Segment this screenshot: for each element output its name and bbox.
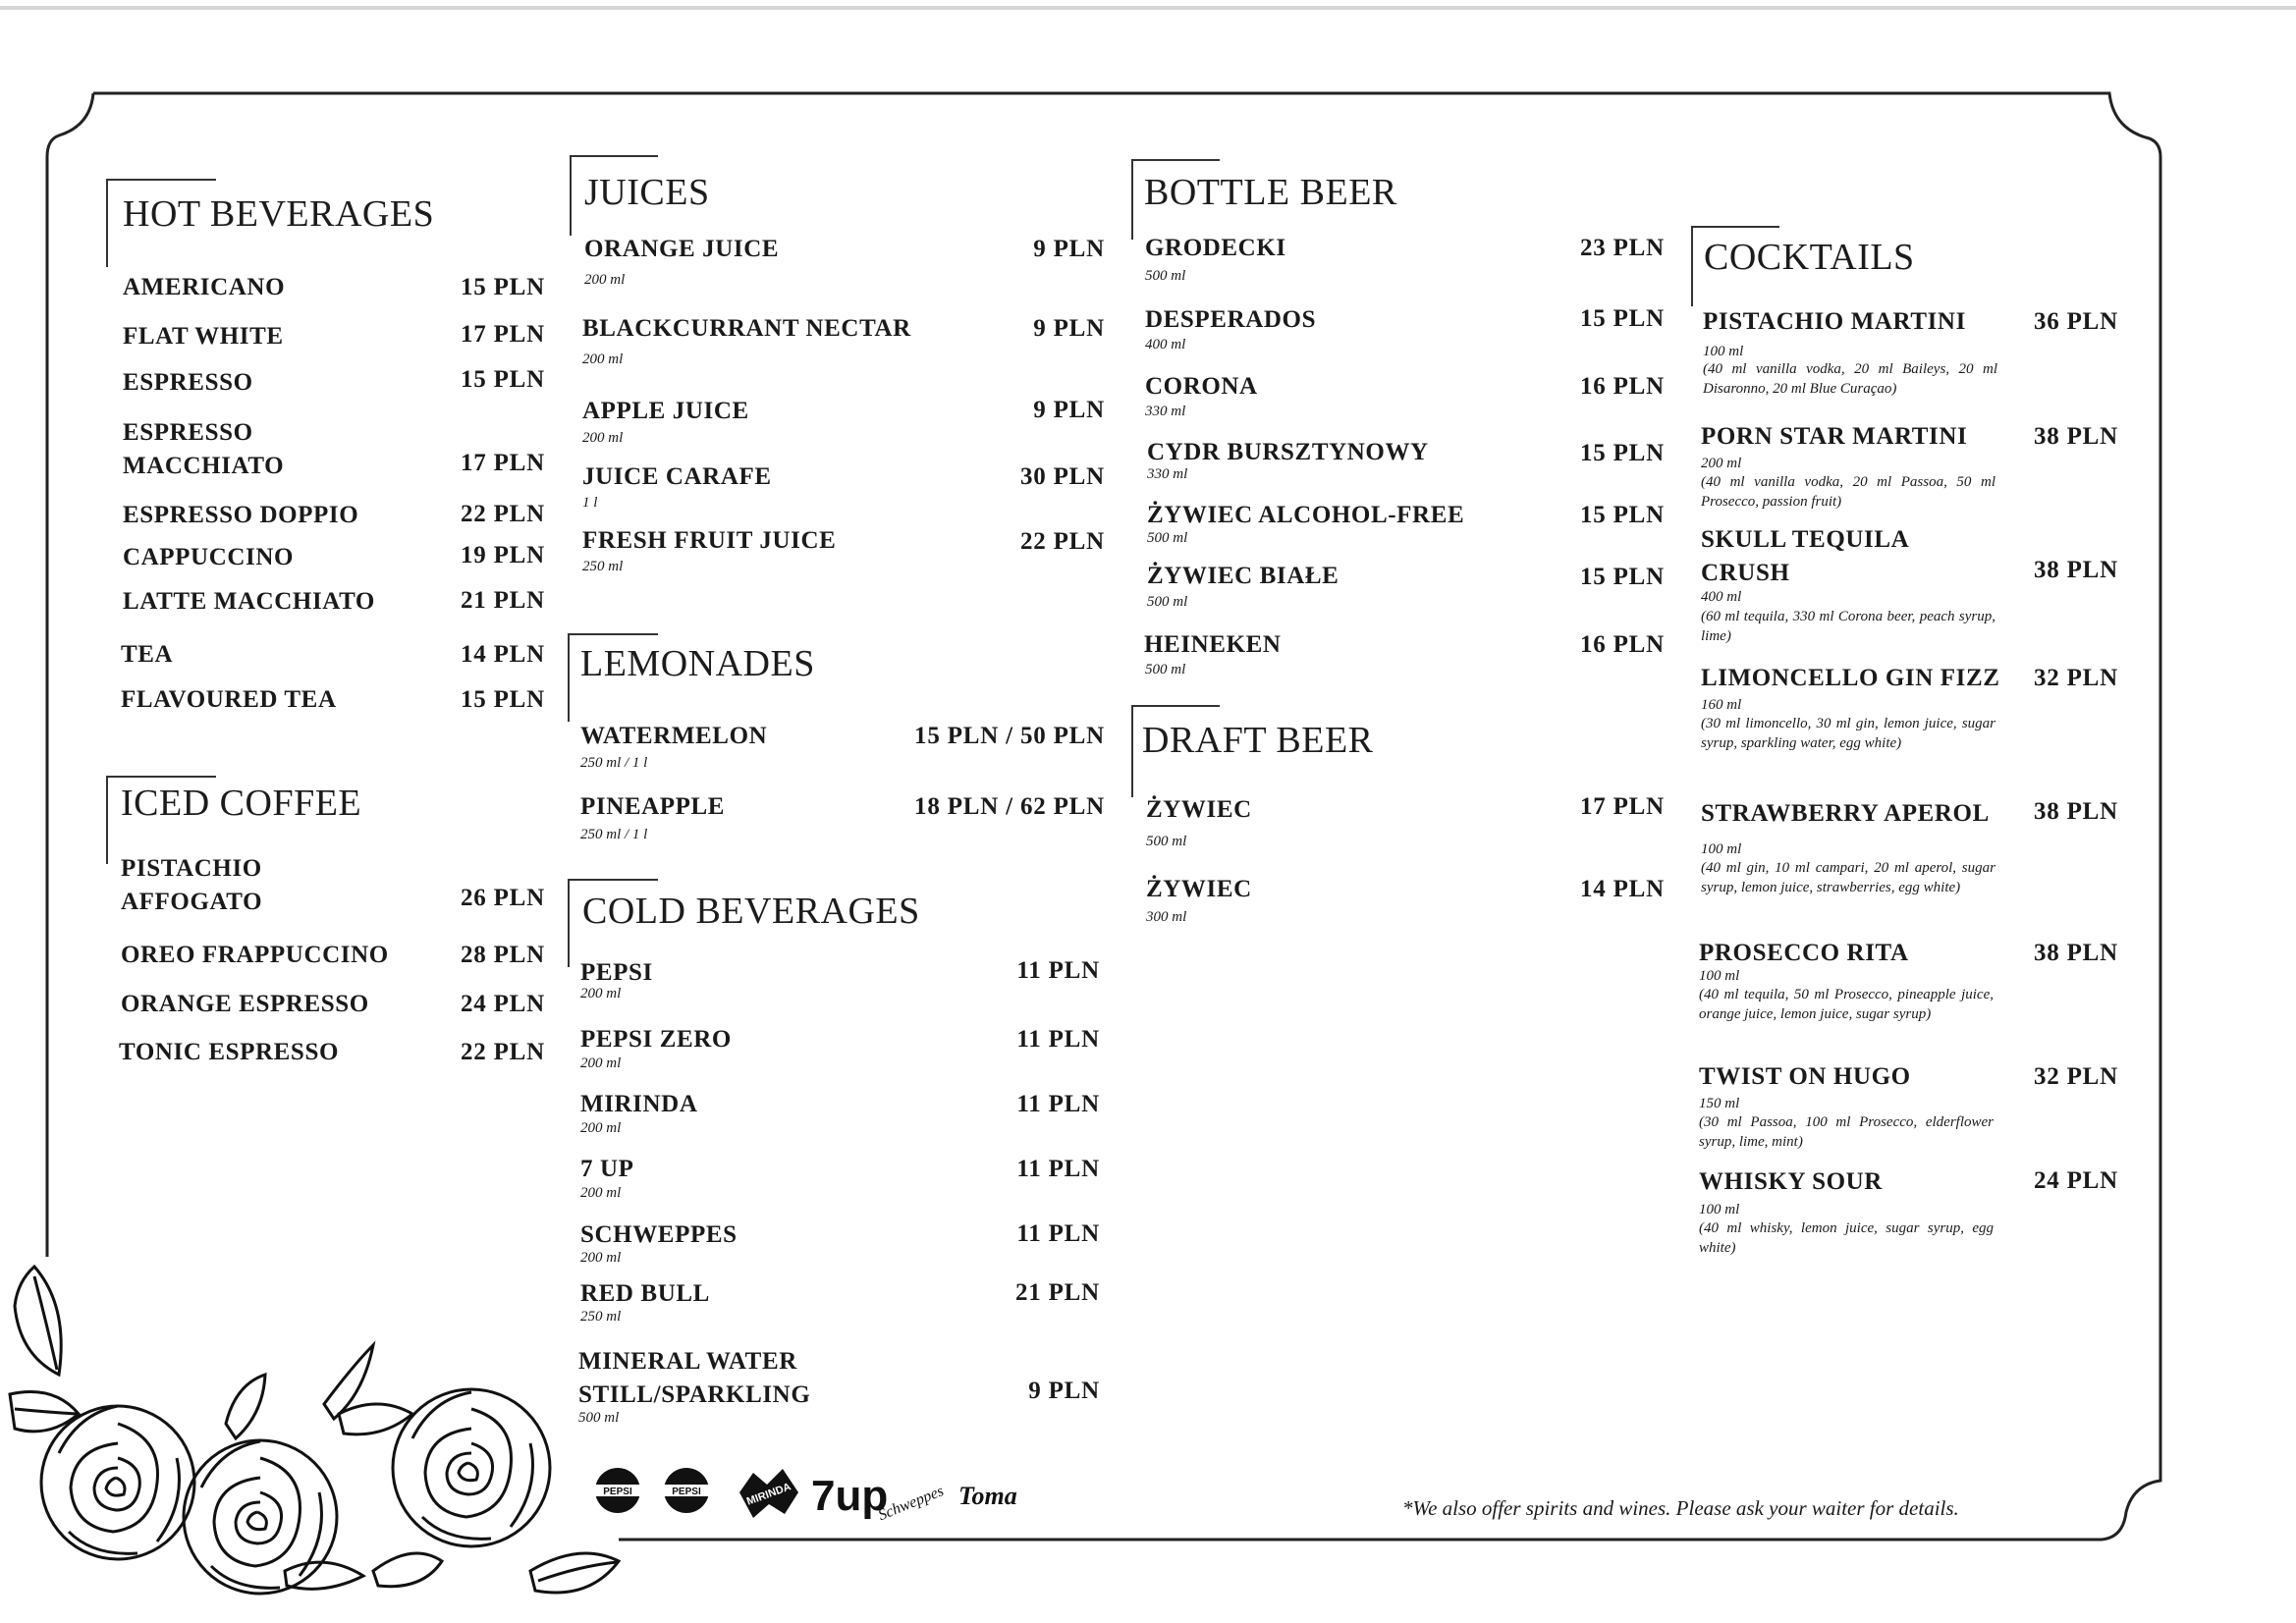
menu-item-price: 19 PLN [460, 542, 545, 568]
menu-item-name: PEPSI [580, 959, 653, 986]
section-title-cocktails: COCKTAILS [1704, 237, 1915, 278]
seven-up-logo-text: 7up [811, 1472, 889, 1520]
menu-item-price: 24 PLN [2033, 1167, 2118, 1194]
menu-item-name: WATERMELON [580, 723, 768, 749]
menu-item-size: 400 ml [1145, 337, 1186, 352]
menu-item-size: 250 ml [582, 559, 624, 574]
menu-item-price: 32 PLN [2033, 665, 2118, 691]
menu-item-name: WHISKY SOUR [1699, 1168, 1883, 1195]
menu-item-name: LIMONCELLO GIN FIZZ [1701, 665, 2000, 691]
menu-item-price: 23 PLN [1579, 235, 1665, 261]
mirinda-logo-text: MIRINDA [744, 1481, 793, 1508]
menu-item-size: 200 ml [580, 1055, 622, 1071]
menu-item-name-line2: CRUSH [1701, 560, 1790, 586]
menu-item-price: 9 PLN [1033, 236, 1105, 262]
menu-item-name: LATTE MACCHIATO [123, 588, 375, 615]
menu-item-price: 15 PLN / 50 PLN [914, 723, 1105, 749]
menu-item-name: 7 UP [580, 1156, 634, 1182]
section-title-hot-beverages: HOT BEVERAGES [123, 193, 435, 235]
menu-item-description: (30 ml Passoa, 100 ml Prosecco, elderflower syrup, lime, mint) [1699, 1114, 1994, 1150]
menu-item-price: 17 PLN [1579, 793, 1665, 820]
section-title-cold-beverages: COLD BEVERAGES [582, 891, 920, 932]
menu-item-price: 11 PLN [1016, 1091, 1100, 1117]
menu-item-price: 18 PLN / 62 PLN [914, 793, 1105, 820]
menu-item-description: (40 ml vanilla vodka, 20 ml Baileys, 20 ml Disaronno, 20 ml Blue Curaçao) [1703, 361, 1997, 397]
menu-item-name: ESPRESSO DOPPIO [123, 502, 359, 528]
menu-item-name: FRESH FRUIT JUICE [582, 527, 837, 554]
section-title-draft-beer: DRAFT BEER [1142, 720, 1374, 761]
menu-item-name: PEPSI ZERO [580, 1026, 732, 1053]
menu-item-name-line2: MACCHIATO [123, 453, 285, 479]
menu-item-name: ORANGE JUICE [584, 236, 780, 262]
menu-item-size: 400 ml [1701, 589, 1742, 605]
menu-item-name: SCHWEPPES [580, 1221, 738, 1248]
schweppes-logo-icon [869, 1465, 954, 1525]
menu-item-name-line2: AFFOGATO [121, 889, 263, 915]
menu-item-name: TONIC ESPRESSO [119, 1039, 339, 1065]
menu-item-price: 22 PLN [1019, 528, 1105, 555]
menu-item-price: 24 PLN [460, 991, 545, 1017]
menu-item-name: BLACKCURRANT NECTAR [582, 315, 911, 342]
menu-item-price: 9 PLN [1033, 397, 1105, 423]
footnote: *We also offer spirits and wines. Please ask your waiter for details. [1402, 1496, 1959, 1520]
menu-item-price: 30 PLN [1019, 463, 1105, 490]
menu-item-price: 9 PLN [1028, 1378, 1100, 1404]
menu-item-name: PINEAPPLE [580, 793, 726, 820]
menu-item-size: 500 ml [1145, 268, 1186, 284]
menu-item-name: PISTACHIO MARTINI [1703, 308, 1966, 335]
menu-item-description: (40 ml whisky, lemon juice, sugar syrup, egg white) [1699, 1220, 1994, 1256]
menu-item-size: 500 ml [1147, 530, 1188, 546]
menu-item-description: (40 ml tequila, 50 ml Prosecco, pineapple juice, orange juice, lemon juice, sugar syrup) [1699, 987, 1994, 1022]
menu-item-price: 21 PLN [1014, 1279, 1100, 1306]
menu-item-price: 15 PLN [1579, 502, 1665, 528]
seven-up-logo-icon [807, 1465, 889, 1522]
menu-item-name: STRAWBERRY APEROL [1701, 800, 1990, 827]
pepsi-zero-logo-text: PEPSI [672, 1487, 701, 1497]
menu-item-name: FLAVOURED TEA [121, 686, 337, 713]
menu-item-price: 38 PLN [2033, 940, 2118, 966]
menu-item-name: DESPERADOS [1145, 306, 1317, 333]
menu-item-price: 26 PLN [460, 885, 545, 911]
menu-item-name: GRODECKI [1145, 235, 1286, 261]
menu-item-name: FLAT WHITE [123, 323, 284, 350]
menu-item-size: 500 ml [1145, 662, 1186, 677]
menu-item-name: PORN STAR MARTINI [1701, 423, 1968, 450]
pepsi-logo-text: PEPSI [603, 1487, 632, 1497]
menu-item-size: 100 ml [1699, 968, 1740, 984]
menu-item-price: 11 PLN [1016, 1156, 1100, 1182]
menu-item-name: AMERICANO [123, 274, 286, 300]
menu-item-price: 15 PLN [1579, 564, 1665, 590]
menu-item-name: CYDR BURSZTYNOWY [1147, 439, 1429, 465]
menu-item-price: 36 PLN [2033, 308, 2118, 335]
menu-item-description: (60 ml tequila, 330 ml Corona beer, peach syrup, lime) [1701, 609, 1995, 644]
menu-item-size: 200 ml [584, 272, 626, 288]
toma-logo-icon [955, 1465, 1025, 1514]
menu-item-size: 200 ml [580, 1120, 622, 1136]
pepsi-logo-icon [592, 1465, 643, 1516]
menu-item-description: (40 ml vanilla vodka, 20 ml Passoa, 50 ml Prosecco, passion fruit) [1701, 474, 1995, 510]
menu-item-price: 22 PLN [460, 1039, 545, 1065]
menu-item-size: 150 ml [1699, 1096, 1740, 1111]
menu-item-size: 200 ml [1701, 456, 1742, 471]
menu-item-size: 500 ml [1146, 834, 1187, 849]
menu-item-price: 16 PLN [1579, 373, 1665, 400]
menu-item-size: 100 ml [1699, 1202, 1740, 1217]
menu-item-size: 200 ml [580, 986, 622, 1001]
menu-item-name: APPLE JUICE [582, 398, 749, 424]
menu-item-price: 15 PLN [460, 366, 545, 393]
menu-item-name: TWIST ON HUGO [1699, 1063, 1911, 1090]
menu-item-name: SKULL TEQUILA [1701, 526, 1910, 553]
menu-item-price: 16 PLN [1579, 631, 1665, 658]
menu-item-name: PROSECCO RITA [1699, 940, 1909, 966]
menu-item-size: 200 ml [582, 352, 624, 367]
menu-item-name: ORANGE ESPRESSO [121, 991, 369, 1017]
menu-item-price: 9 PLN [1033, 315, 1105, 342]
menu-item-size: 160 ml [1701, 697, 1742, 713]
menu-item-size: 200 ml [580, 1185, 622, 1201]
menu-item-size: 300 ml [1146, 909, 1187, 925]
menu-item-description: (30 ml limoncello, 30 ml gin, lemon juice, sugar syrup, sparkling water, egg white) [1701, 716, 1995, 751]
menu-item-size: 500 ml [578, 1410, 620, 1426]
menu-item-description: (40 ml gin, 10 ml campari, 20 ml aperol, sugar syrup, lemon juice, strawberries, egg white) [1701, 860, 1995, 895]
menu-item-name: MIRINDA [580, 1091, 698, 1117]
menu-item-name: MINERAL WATER [578, 1348, 797, 1375]
menu-item-size: 200 ml [582, 430, 624, 446]
menu-item-name: TEA [121, 641, 174, 668]
mirinda-logo-icon [734, 1465, 804, 1520]
menu-item-price: 38 PLN [2033, 557, 2118, 583]
menu-item-name: ESPRESSO [123, 369, 253, 396]
menu-item-size: 100 ml [1701, 841, 1742, 857]
menu-item-size: 100 ml [1703, 344, 1744, 359]
menu-item-name: OREO FRAPPUCCINO [121, 942, 389, 968]
menu-item-price: 38 PLN [2033, 423, 2118, 450]
menu-item-size: 250 ml / 1 l [580, 827, 648, 842]
menu-item-name: CAPPUCCINO [123, 544, 295, 570]
menu-item-price: 11 PLN [1016, 1026, 1100, 1053]
menu-item-price: 38 PLN [2033, 798, 2118, 825]
menu-item-name: HEINEKEN [1144, 631, 1282, 658]
menu-item-size: 330 ml [1147, 466, 1188, 482]
menu-item-price: 15 PLN [1579, 305, 1665, 332]
menu-item-price: 11 PLN [1016, 1220, 1100, 1247]
menu-item-price: 21 PLN [460, 587, 545, 614]
menu-item-name: ŻYWIEC [1146, 796, 1252, 823]
menu-item-name: ŻYWIEC ALCOHOL-FREE [1147, 502, 1465, 528]
section-title-iced-coffee: ICED COFFEE [121, 783, 362, 824]
menu-item-name: PISTACHIO [121, 855, 262, 882]
menu-item-price: 17 PLN [460, 450, 545, 476]
menu-item-price: 14 PLN [1579, 876, 1665, 902]
menu-item-size: 1 l [582, 495, 598, 511]
toma-logo-text: Toma [958, 1482, 1017, 1510]
menu-item-size: 250 ml [580, 1309, 622, 1325]
menu-item-size: 250 ml / 1 l [580, 755, 648, 771]
menu-item-name: JUICE CARAFE [582, 463, 772, 490]
menu-item-price: 17 PLN [460, 321, 545, 348]
menu-item-price: 14 PLN [460, 641, 545, 668]
schweppes-logo-text: Schweppes [875, 1483, 947, 1525]
menu-item-size: 500 ml [1147, 594, 1188, 610]
menu-item-name: ŻYWIEC [1146, 876, 1252, 902]
menu-item-price: 32 PLN [2033, 1063, 2118, 1090]
menu-item-name: CORONA [1145, 373, 1258, 400]
menu-item-price: 15 PLN [460, 686, 545, 713]
menu-item-price: 15 PLN [1579, 440, 1665, 466]
menu-item-name: RED BULL [580, 1280, 710, 1307]
section-title-lemonades: LEMONADES [580, 643, 815, 684]
menu-item-name: ESPRESSO [123, 419, 253, 446]
menu-item-price: 15 PLN [460, 274, 545, 300]
menu-item-name-line2: STILL/SPARKLING [578, 1381, 811, 1408]
menu-item-size: 330 ml [1145, 404, 1186, 419]
menu-item-name: ŻYWIEC BIAŁE [1147, 563, 1339, 589]
section-title-bottle-beer: BOTTLE BEER [1144, 172, 1397, 213]
rose-ornament-icon [0, 1247, 629, 1623]
menu-item-price: 11 PLN [1016, 957, 1100, 984]
menu-item-size: 200 ml [580, 1250, 622, 1266]
menu-item-price: 22 PLN [460, 501, 545, 527]
section-title-juices: JUICES [584, 172, 710, 213]
pepsi-zero-logo-icon [661, 1465, 712, 1516]
menu-item-price: 28 PLN [460, 942, 545, 968]
